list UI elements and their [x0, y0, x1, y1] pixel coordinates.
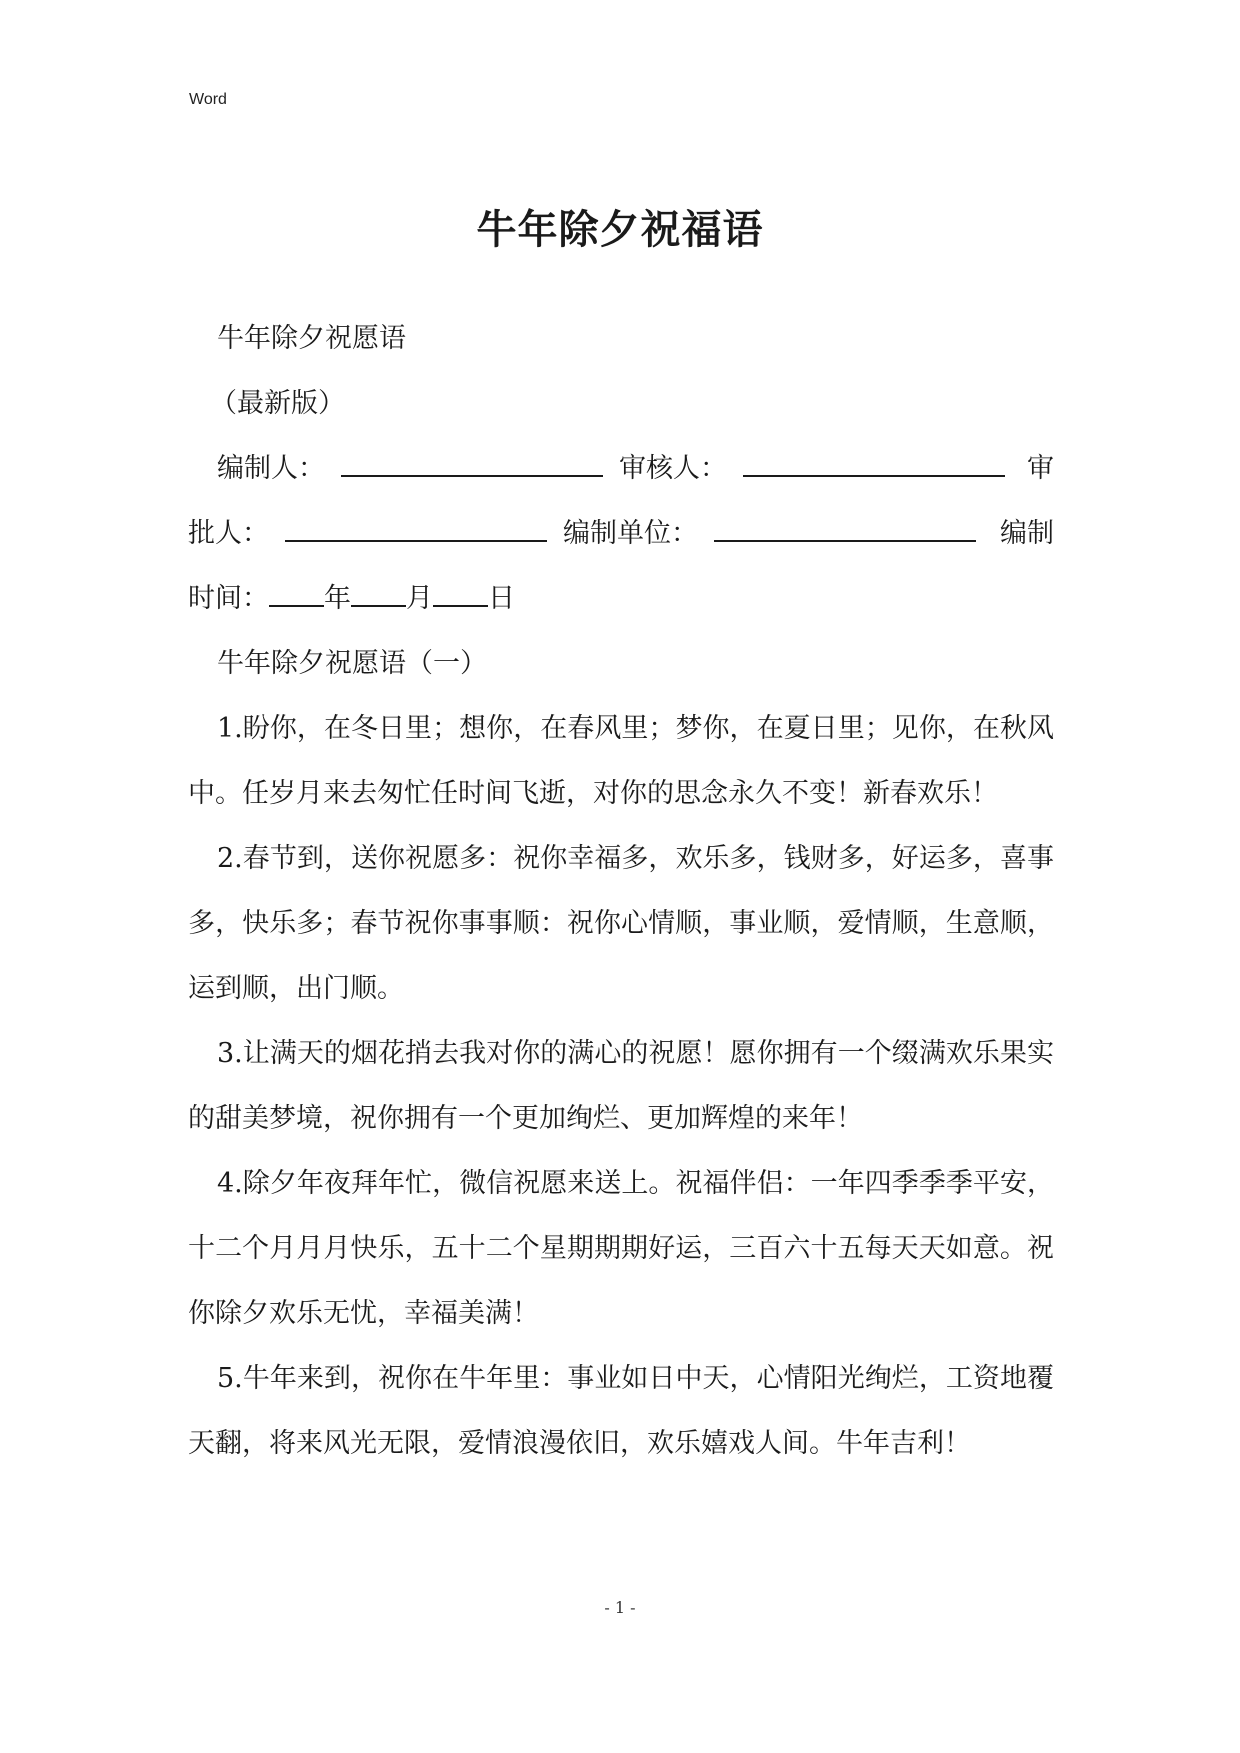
document-title: 牛年除夕祝福语	[476, 206, 764, 253]
paragraph-3: 3.让满天的烟花捎去我对你的满心的祝愿！愿你拥有一个缀满欢乐果实的甜美梦境，祝你拥有一个更加绚烂、更加辉煌的来年！	[188, 1038, 1054, 1134]
approver-blank	[285, 514, 547, 542]
paragraph-2: 2.春节到，送你祝愿多：祝你幸福多，欢乐多，钱财多，好运多，喜事多，快乐多；春节祝你事事顺：祝你心情顺，事业顺，爱情顺，生意顺，运到顺，出门顺。	[188, 843, 1054, 1004]
version-label: （最新版）	[210, 388, 345, 419]
subtitle: 牛年除夕祝愿语	[217, 323, 406, 354]
reviewer-blank	[743, 449, 1005, 477]
time-label-a: 编制	[1000, 518, 1054, 549]
form-row-2	[188, 501, 1054, 566]
paragraph-1: 1.盼你，在冬日里；想你，在春风里；梦你，在夏日里；见你，在秋风中。任岁月来去匆忙任时间飞逝，对你的思念永久不变！新春欢乐！	[188, 713, 1054, 809]
time-label-b: 时间：	[188, 583, 269, 614]
year-blank	[269, 579, 324, 607]
month-blank	[351, 579, 406, 607]
form-row-1	[188, 436, 1054, 501]
approver-label-b: 批人：	[188, 518, 269, 549]
day-label: 日	[488, 583, 515, 614]
page-header: Word	[189, 91, 227, 108]
editor-label: 编制人：	[217, 453, 325, 484]
paragraph-4: 4.除夕年夜拜年忙，微信祝愿来送上。祝福伴侣：一年四季季季平安，十二个月月月快乐，五十二个星期期期好运，三百六十五每天天如意。祝你除夕欢乐无忧，幸福美满！	[188, 1168, 1054, 1329]
month-label: 月	[406, 583, 433, 614]
paragraph-5: 5.牛年来到，祝你在牛年里：事业如日中天，心情阳光绚烂，工资地覆天翻，将来风光无限，爱情浪漫依旧，欢乐嬉戏人间。牛年吉利！	[188, 1363, 1054, 1459]
form-row-3	[188, 566, 1054, 631]
year-label: 年	[324, 583, 351, 614]
editor-blank	[341, 449, 603, 477]
approver-label-a: 审	[1027, 453, 1054, 484]
reviewer-label: 审核人：	[619, 453, 727, 484]
unit-blank	[714, 514, 976, 542]
day-blank	[433, 579, 488, 607]
page-number: - 1 -	[604, 1598, 636, 1617]
section-heading: 牛年除夕祝愿语（一）	[217, 648, 487, 679]
document-body	[188, 306, 1054, 1476]
unit-label: 编制单位：	[563, 518, 698, 549]
